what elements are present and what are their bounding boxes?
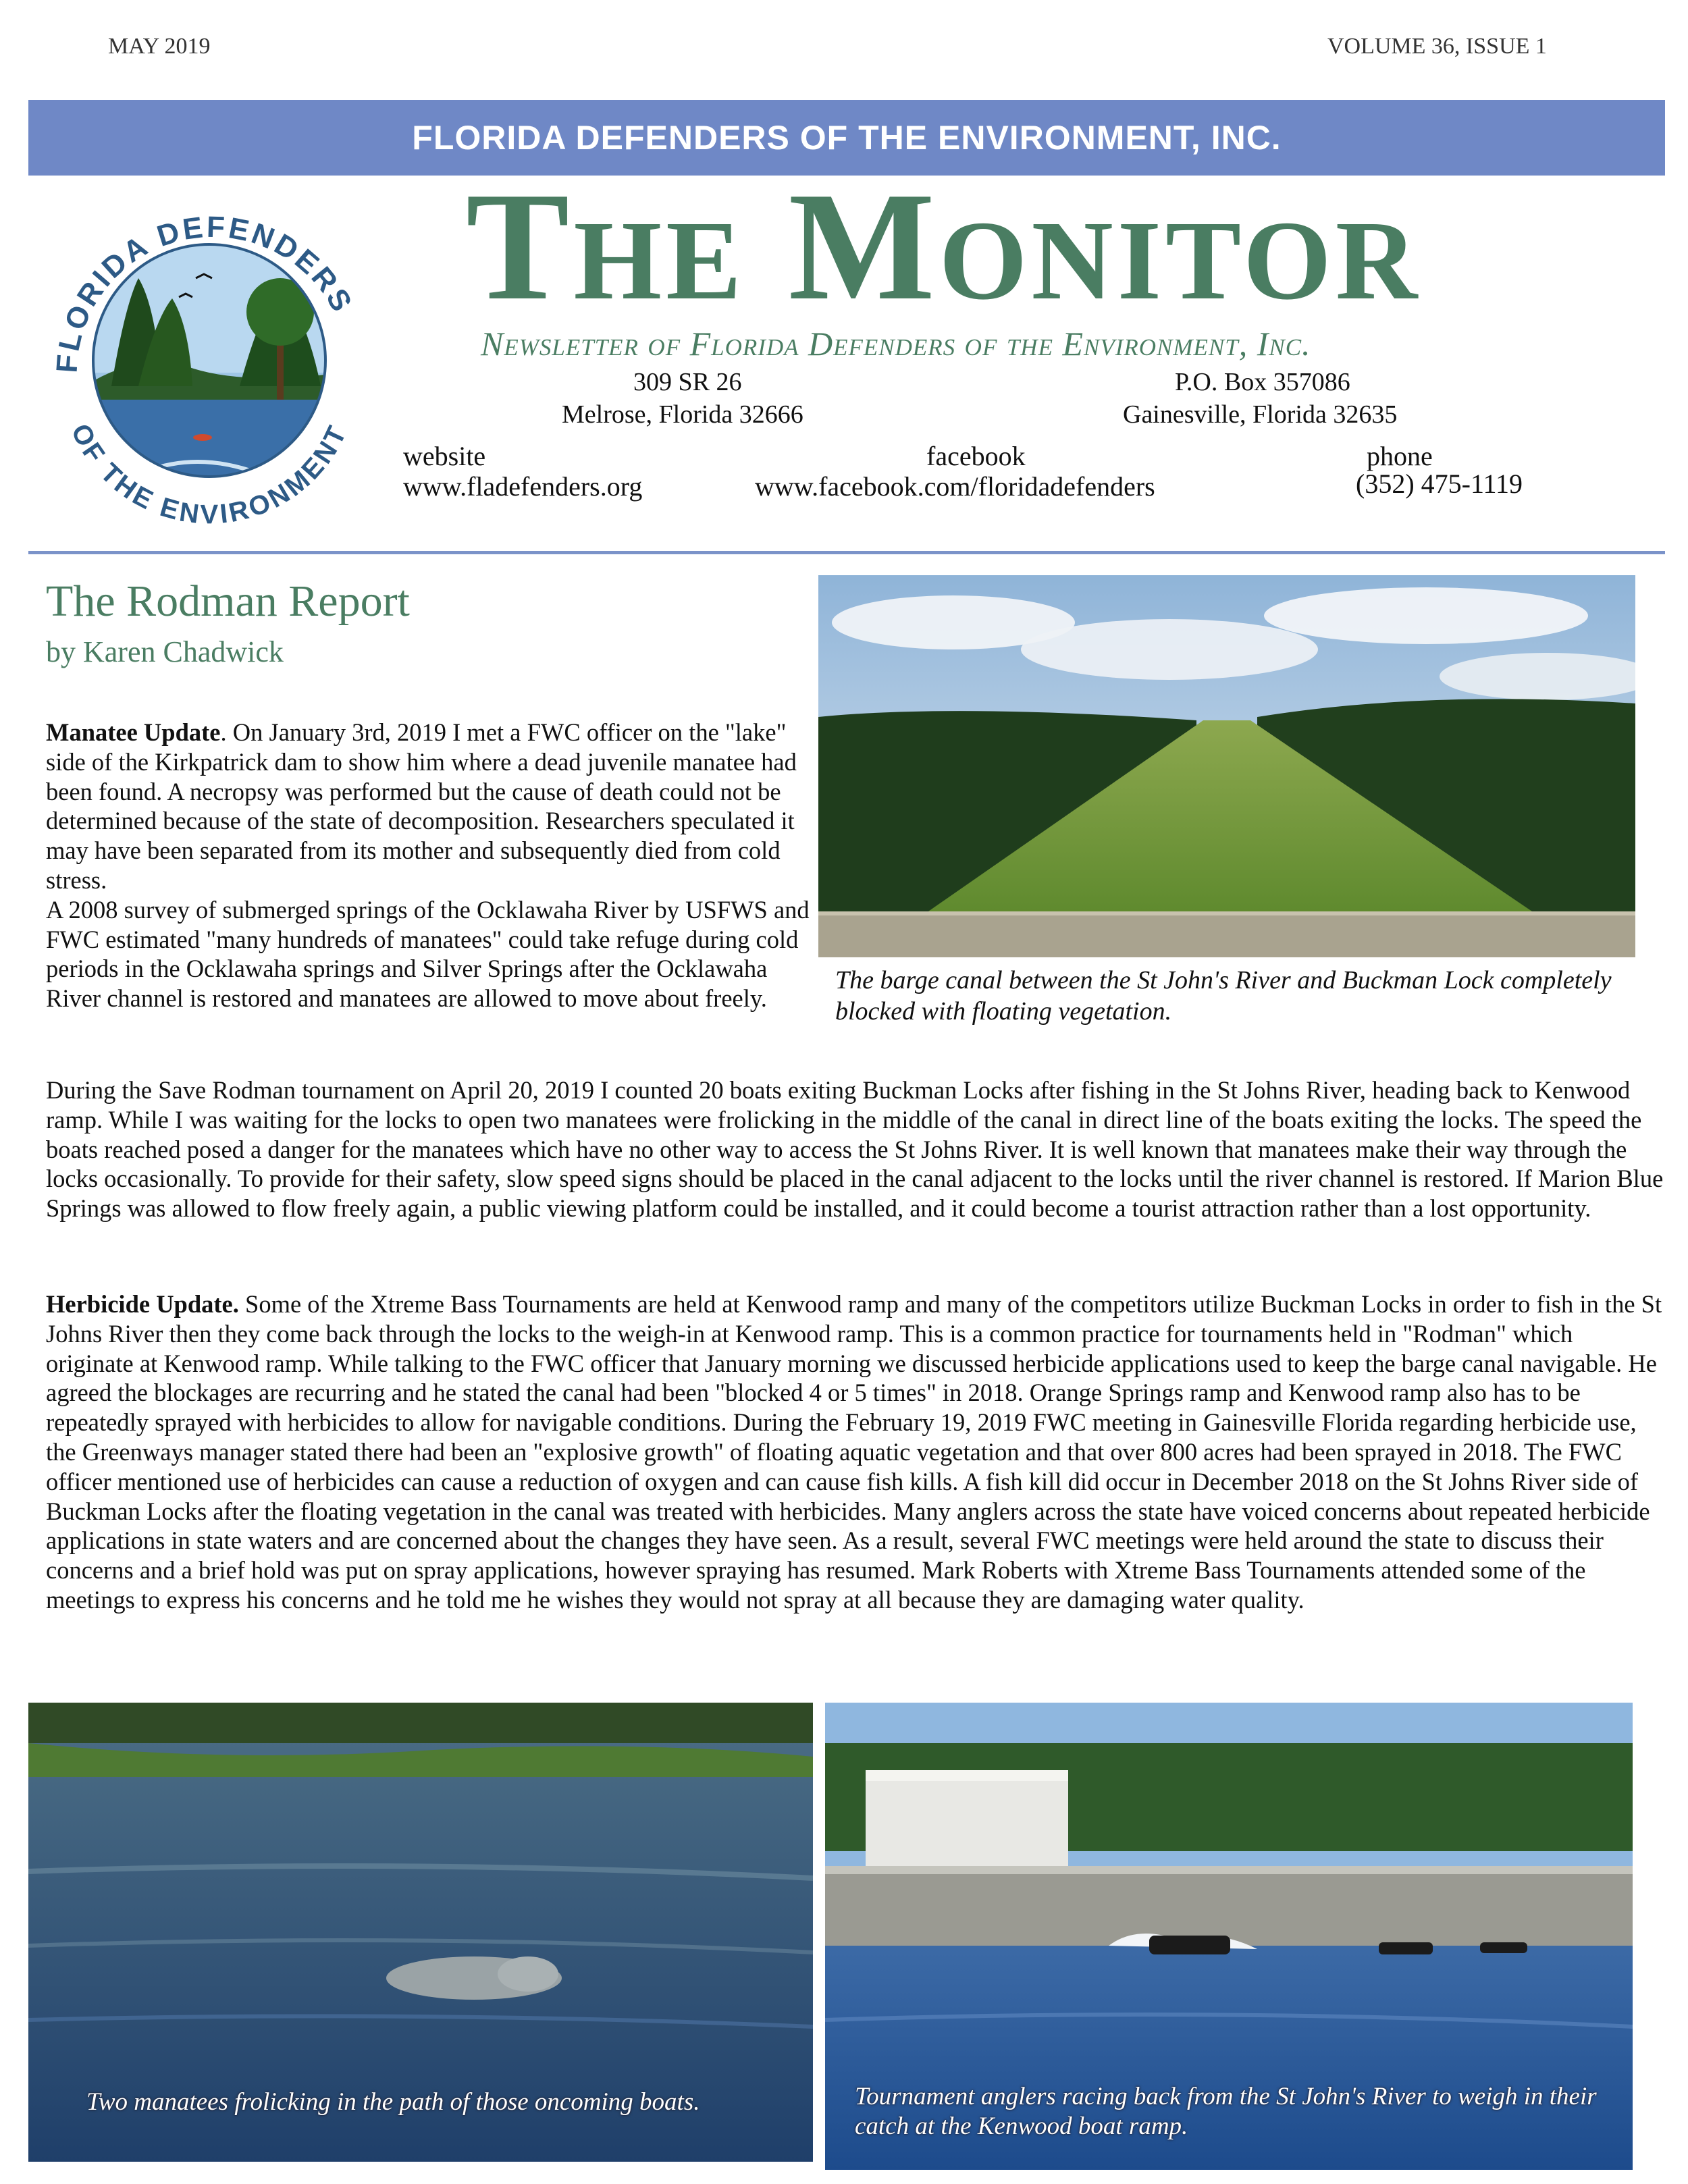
title-rest-he: HE — [573, 198, 746, 323]
herbicide-update-heading: Herbicide Update. — [46, 1290, 239, 1318]
website-link[interactable]: www.fladefenders.org — [403, 471, 643, 502]
issue-date: MAY 2019 — [108, 34, 211, 59]
article-byline: by Karen Chadwick — [46, 635, 284, 668]
boats-caption: Tournament anglers racing back from the St John's River to weigh in their catch at the Kenwood boat ramp. — [855, 2083, 1597, 2141]
facebook-label: facebook — [926, 441, 1026, 471]
facebook-link[interactable]: www.facebook.com/floridadefenders — [755, 471, 1155, 502]
barge-canal-caption: The barge canal between the St John's River and Buckman Lock completely blocked with floating vegetation. — [835, 966, 1612, 1026]
banner-text: FLORIDA DEFENDERS OF THE ENVIRONMENT, INC. — [412, 119, 1282, 157]
title-rest-onitor: ONITOR — [939, 198, 1422, 323]
logo-text-bottom: OF THE ENVIRONMENT — [65, 419, 354, 530]
article-title: The Rodman Report — [46, 577, 410, 626]
fde-logo-graphic — [37, 184, 381, 535]
manatee-update-paragraph — [46, 718, 816, 1013]
newsletter-title — [466, 160, 1614, 332]
title-initial-t: T — [466, 160, 574, 332]
po-box-line1: P.O. Box 357086 — [1175, 368, 1350, 396]
fde-logo — [37, 184, 381, 535]
phone-number: (352) 475-1119 — [1356, 469, 1523, 499]
manatees-caption: Two manatees frolicking in the path of those oncoming boats. — [86, 2088, 700, 2116]
title-initial-m: M — [788, 160, 939, 332]
po-box-line2: Gainesville, Florida 32635 — [1123, 400, 1398, 429]
tournament-paragraph: During the Save Rodman tournament on April 20, 2019 I counted 20 boats exiting Buckman Locks after fishing in the St Johns River, heading back to Kenwood ramp. While I was waiting for the locks to open two manatees were frolicking in the middle of the canal in direct line of the boats exiting the locks. The speed the boats reached posed a danger for the manatees which have no other way to access the St Johns River. It is well known that manatees make their way through the locks occasionally. To provide for their safety, slow speed signs should be placed in the canal adjacent to the locks until the river channel is restored. If Marion Blue Springs was allowed to flow freely again, a public viewing platform could be installed, and it could become a tourist attraction rather than a lost opportunity. — [46, 1076, 1664, 1223]
herbicide-update-text: Some of the Xtreme Bass Tournaments are held at Kenwood ramp and many of the competitors utilize Buckman Locks in order to fish in the St Johns River then they come back through the locks to the weigh-in at Kenwood ramp. This is a common practice for tournaments held in "Rodman" which originate at Kenwood ramp. While talking to the FWC officer that January morning we discussed herbicide applications used to keep the barge canal navigable. He agreed the blockages are recurring and he stated the canal had been "blocked 4 or 5 times" in 2018. Orange Springs ramp and Kenwood ramp also has to be repeatedly sprayed with herbicides to allow for navigable conditions. During the February 19, 2019 FWC meeting in Gainesville Florida regarding herbicide use, the Greenways manager stated there had been an "explosive growth" of floating aquatic vegetation and that over 800 acres had been sprayed in 2018. The FWC officer mentioned use of herbicides can cause a reduction of oxygen and can cause fish kills. A fish kill did occur in December 2018 on the St Johns River side of Buckman Locks after the floating vegetation in the canal was treated with herbicides. Many anglers across the state have voiced concerns about repeated herbicide applications in state waters and are concerned about the changes they have seen. As a result, several FWC meetings were held around the state to discuss their concerns and a brief hold was put on spray applications, however spraying has resumed. Mark Roberts with Xtreme Bass Tournaments attended some of the meetings to express his concerns and he told me he wishes they would not spray at all because they are damaging water quality. — [46, 1290, 1662, 1614]
logo-text-top: FLORIDA DEFENDERS — [50, 210, 360, 374]
newsletter-subtitle: Newsletter of Florida Defenders of the Environment, Inc. — [481, 325, 1311, 363]
barge-canal-photo — [818, 575, 1635, 957]
survey-paragraph: A 2008 survey of submerged springs of the Ocklawaha River by USFWS and FWC estimated "many hundreds of manatees" could take refuge during cold periods in the Ocklawaha springs and Silver Springs after the Ocklawaha River channel is restored and manatees are allowed to move about freely. — [46, 895, 810, 1013]
volume-issue: VOLUME 36, ISSUE 1 — [1327, 34, 1547, 59]
phone-label: phone — [1367, 441, 1433, 471]
street-address-line1: 309 SR 26 — [633, 368, 742, 396]
barge-canal-image — [818, 575, 1635, 957]
manatee-update-text: . On January 3rd, 2019 I met a FWC officer on the "lake" side of the Kirkpatrick dam to show him where a dead juvenile manatee had been found. A necropsy was performed but the cause of death could not be determined because of the state of decomposition. Researchers speculated it may have been separated from its mother and subsequently died from cold stress. — [46, 718, 797, 894]
herbicide-update-paragraph — [46, 1289, 1666, 1615]
manatee-update-heading: Manatee Update — [46, 718, 221, 746]
header-divider — [28, 551, 1665, 554]
website-label: website — [403, 441, 486, 471]
street-address-line2: Melrose, Florida 32666 — [562, 400, 803, 429]
